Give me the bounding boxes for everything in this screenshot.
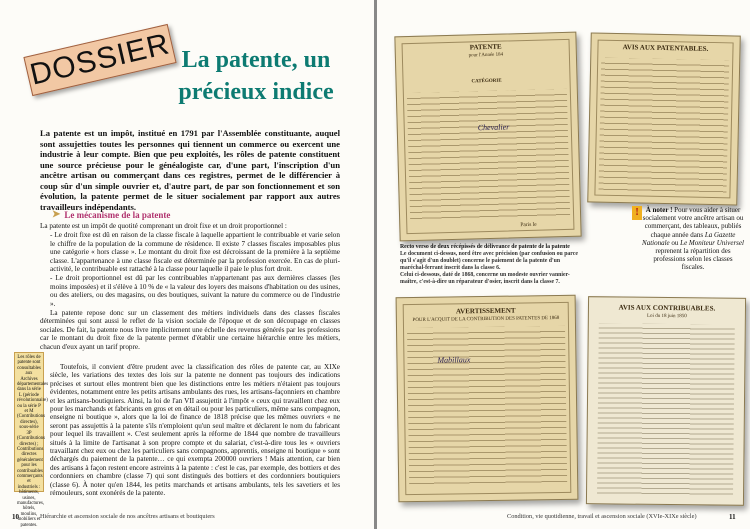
doc-handwriting: Chevalier [477,122,510,133]
patente-document [394,32,581,242]
doc-header: AVIS AUX PATENTABLES. [622,43,709,53]
doc-subheader: POUR L'ACQUIT DE LA CONTRIBUTION DES PATENTES DE 1868 [412,315,560,324]
intro-paragraph: La patente est un impôt, institué en 1791 par l'Assemblée constituante, auquel sont assujetties toutes les personnes qui tiennent un commerce ou exercent une industrie à leur compte. Bien que peu exploités, les rôles de patente constituent une source précieuse pour le généalogiste car, d'une part, l'inscription d'un ancêtre artisan ou commerçant dans ces registres, permet de le différencier à coup sûr d'un simple ouvrier et, d'autre part, de par son fonctionnement et son évolution, la patente permet de le situer socialement par rapport aux autres travailleurs indépendants. [40,128,340,212]
page-number: 10 [12,513,19,521]
doc-year: pour l'Année 184 [468,52,504,59]
page-footer: Hiérarchie et ascension sociale de nos ancêtres artisans et boutiquiers [40,513,215,520]
archives-sidebar: Les rôles de patente sont consultables aux Archives départementales dans la série L (période révolutionnaire) ou la série P et M (Contributions directes), sous-série 3P (Contributions directes) ; Contributions directes généralement pour les contribuables commerçants et industriels : bâtiments, usines, manufactures, hôtels, moulins, mobiliers et patentes. [14,352,44,492]
arrow-icon: ➤ [52,209,61,220]
dossier-stamp: DOSSIER [23,24,176,96]
caption-line-2: Le document ci-dessus, nord être avec précision (par confusion ou parce qu'il s'agit d'un doublet) concerne le paiement de la patente d'un maréchal-ferrant inscrit dans la classe 6. [400,251,578,271]
note-box: ! À noter ! Pour vous aider à situer socialement votre ancêtre artisan ou commerçant, des tableaux, publiés chaque année dans La Gazette Nationale ou Le Moniteur Universel reprenent la répartition des professions selon les classes fiscales. [642,206,744,272]
right-page [377,0,750,529]
page-title [176,44,336,108]
page-footer: Condition, vie quotidienne, travail et ascension sociale (XVIe-XIXe siècle) [507,513,697,520]
section-heading [52,209,170,220]
doc-header: PATENTE [469,42,502,52]
doc-place: Paris le [520,221,537,229]
section-heading-text: Le mécanisme de la patente [64,209,171,220]
paragraph: La patente repose donc sur un classement des métiers individuels dans des classes fiscales déterminées qui sont aussi le reflet de la vision sociale de l'époque et de son découpage en classes sociales. De fait, la patente nous livre implicitement une échelle des revenus générés par les professions car le montant du droit fixe de la patente permet d'établir une certaine hiérarchie entre les métiers, chacun d'eux ayant un tarif propre. [40,309,340,351]
definition-list [40,231,340,308]
avertissement-document [396,295,579,502]
doc-header: AVIS AUX CONTRIBUABLES. [618,303,716,313]
caption-line-3: Celui ci-dessous, daté de 1868, concerne un modeste ouvrier vannier-maître, c'est-à-dire un réparateur d'osier, inscrit dans la classe 7. [400,272,570,285]
doc-subheader: Loi du 18 juin 1850 [646,313,687,320]
note-title: À noter ! [645,206,673,214]
title-line-2: précieux indice [178,79,334,105]
caption-line-1: Recto verso de deux récépissés de délivrance de patente de la patente [400,244,570,250]
paragraph: La patente est un impôt de quotité comprenant un droit fixe et un droit proportionnel : [40,222,287,230]
article-body-continued [50,363,340,499]
title-line-1: La patente, un [181,47,331,73]
list-item-droit-proportionnel: - Le droit proportionnel est dû par les contribuables n'appartenant pas aux dernières classes (les moins imposées) et il s'élève à 10 % de « la valeur des loyers des maisons d'habitation ou des usines, ou des ateliers, ou des magasins, ou des boutiques, suivant la nature du commerce ou de l'industrie ». [50,274,340,308]
doc-handwriting: Mabillaux [437,355,471,365]
left-page [0,0,374,529]
figure-caption [400,244,580,286]
doc-header: AVERTISSEMENT [455,306,516,316]
list-item-droit-fixe: - Le droit fixe est dû en raison de la classe fiscale à laquelle appartient le contribuable et varie selon le chiffre de la population de la commune de résidence. Il existe 7 classes fiscales imposables plus une catégorie « hors classe ». Le montant du droit fixe est décroissant de la première à la septième classe. L'appartenance à une classe fiscale est déterminée par la profession exercée. En cas de pluri-activité, le contribuable est rattaché à la classe pour laquelle il paie le plus fort droit. [50,231,340,274]
page-number: 11 [729,513,736,521]
doc-category: CATÉGORIE [471,78,502,85]
warning-icon: ! [632,206,642,220]
avis-patentables-document [587,32,741,205]
article-body [40,222,340,352]
paragraph: Toutefois, il convient d'être prudent avec la classification des rôles de patente car, au XIXe siècle, les variations des textes des lois sur la patente ne donnent pas toujours des indications précises et surtout elles montrent bien que les distinctions entre les métiers n'étaient pas toujours évidentes, notamment entre les petits artisans ambulants des rues, les artisans-façonniers en chambre et les artisans-boutiquiers. Ainsi, la loi de l'an VII assujettit à l'impôt « ceux qui travaillent chez eux pour les marchands et fabricants en gros et en détail ou pour les particuliers, même sans compagnon, enseigne ni boutique », alors que la loi de finance de 1818 précise que les mêmes ouvriers « ne seront pas assujettis à la patente s'ils n'emploient qu'un seul maître et déclarent le nom du fabricant pour lequel ils travaillent ». C'est seulement après la réforme de 1844 que nombre de travailleurs situés à la limite de l'artisanat à son propre compte et du salariat, c'est-à-dire tous les « ouvriers travaillant chez eux ou chez les particuliers sans compagnons, apprentis, enseigne ni boutique » sont déchargés du paiement de la patente… ce qui exempta 200000 ouvriers ! Mais attention, car bien des artisans à façon restent encore astreints à la patente : c'est le cas, par exemple, des bottiers et des cordonniers en chambre (classe 7) qui sont distingués des bottiers et des cordonniers boutiquiers (classe 6). À noter qu'en 1844, les petits marchands et artisans ambulants, tels les savetiers et les rémouleurs, sont exonérés de la patente. [50,363,340,498]
avis-contribuables-document [586,296,746,506]
